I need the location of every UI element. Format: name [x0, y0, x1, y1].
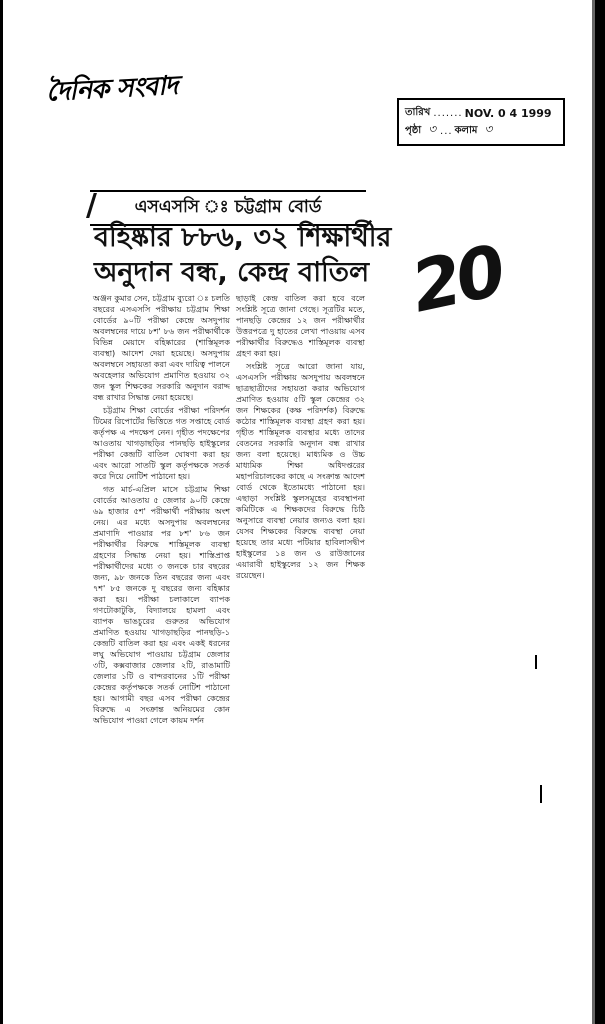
- date-stamp: [397, 98, 565, 146]
- stamp-dots: ...: [440, 125, 453, 137]
- scan-mark: [540, 785, 542, 803]
- handwritten-page-number: 20: [404, 229, 510, 329]
- stamp-page-label: পৃষ্ঠা: [405, 124, 422, 136]
- article-column-2: [236, 293, 365, 580]
- stamp-date-value: NOV. 0 4 1999: [464, 106, 552, 120]
- stamp-column-value: ৩: [484, 122, 493, 136]
- stamp-dots: .......: [433, 107, 463, 119]
- scan-mark: [535, 655, 537, 669]
- stamp-column-label: কলাম: [454, 124, 478, 136]
- stamp-date-label: তারিখ: [405, 106, 431, 118]
- stamp-page-row: [405, 122, 557, 140]
- article-paragraph: সংশ্লিষ্ট সূত্রে আরো জানা যায়, এসএসসি পরীক্ষায় অসদুপায় অবলম্বনে ছাত্রছাত্রীদের সহায়তা করার অভিযোগ প্রমাণিত হওয়ায় ৫টি স্কুল কেন্দ্রের ৩২ জন শিক্ষকের (কক্ষ পরিদর্শক) বিরুদ্ধে কঠোর শাস্তিমূলক ব্যবস্থা গ্রহণ করা হয়। গৃহীত শাস্তিমূলক ব্যবস্থার মধ্যে তাদের বেতনের সরকারি অনুদান বন্ধ রাখার জন্য বলা হয়েছে। মাধ্যমিক ও উচ্চ মাধ্যমিক শিক্ষা অধিদপ্তরের মহাপরিচালকের কাছে এ সংক্রান্ত আদেশ বোর্ড থেকে ইতোমধ্যে পাঠানো হয়। এছাড়া সংশ্লিষ্ট স্কুলসমূহের ব্যবস্থাপনা কমিটিকে এ শিক্ষকদের বিরুদ্ধে চিঠি অনুসারে ব্যবস্থা নেয়ার জন্যও বলা হয়। যেসব শিক্ষকের বিরুদ্ধে ব্যবস্থা নেয়া হয়েছে তার মধ্যে পটিয়ার হাবিলাসদ্বীপ হাইস্কুলের ১৪ জন ও রাউজানের এয়ারাবী হাইস্কুলের ১২ জন শিক্ষক রয়েছেন।: [236, 361, 365, 580]
- kicker-slash-mark: /: [86, 188, 97, 223]
- article-paragraph: ছাড়াই কেন্দ্র বাতিল করা হবে বলে সংশ্লিষ্ট সূত্রে জানা গেছে। সূত্রটির মতে, পানছড়ি কেন্দ্রের ১২ জন পরীক্ষার্থীর উত্তরপত্রে দু হাতের লেখা পাওয়ায় এসব পরীক্ষার্থীর বিরুদ্ধেও শাস্তিমূলক ব্যবস্থা গ্রহণ করা হয়।: [236, 293, 365, 358]
- headline-line-2: অনুদান বন্ধ, কেন্দ্র বাতিল: [94, 257, 370, 288]
- kicker-text: এসএসসি ঃ চট্টগ্রাম বোর্ড: [134, 197, 322, 217]
- scan-left-edge: [0, 0, 3, 1024]
- article-paragraph: গত মার্চ-এপ্রিল মাসে চট্টগ্রাম শিক্ষা বোর্ডের আওতায় ৫ জেলার ৯০টি কেন্দ্রে ৬৯ হাজার ৫শ' পরীক্ষার্থী পরীক্ষায় অংশ নেয়। এর মধ্যে অসদুপায় অবলম্বনের প্রমাণাদি পাওয়ার পর ৮শ' ৮৬ জন পরীক্ষার্থীর বিরুদ্ধে শাস্তিমূলক ব্যবস্থা গ্রহণের সিদ্ধান্ত নেয়া হয়। শাস্তিপ্রাপ্ত পরীক্ষার্থীদের মধ্যে ৩ জনকে চার বছরের জন্য, ৯৮ জনকে তিন বছরের জন্য এবং ৭শ' ৮৫ জনকে দু বছরের জন্য বহিষ্কার করা হয়। পরীক্ষা চলাকালে ব্যাপক গণটোকাটুকি, বিদ্যালয়ে হামলা এবং ব্যাপক ভাঙচুরের গুরুতর অভিযোগ প্রমাণিত হওয়ায় খাগড়াছড়ির পানছড়ি-১ কেন্দ্রটি বাতিল করা হয় এবং একই ধরনের লঘু অভিযোগ পাওয়ায় চট্টগ্রাম জেলার ৩টি, কক্সবাজার জেলার ২টি, রাঙামাটি জেলার ১টি ও বান্দরবানের ১টি পরীক্ষা কেন্দ্রের কর্তৃপক্ষকে সতর্ক নোটিশ পাঠানো হয়। আগামী বছর এসব পরীক্ষা কেন্দ্রের বিরুদ্ধে এ সংক্রান্ত অনিয়মের কোন অভিযোগ পাওয়া গেলে কায়ম দর্শন: [93, 484, 230, 725]
- headline-line-1: বহিষ্কার ৮৮৬, ৩২ শিক্ষার্থীর: [94, 222, 392, 253]
- article-column-1: [93, 293, 230, 738]
- stamp-page-value: ৩: [428, 122, 437, 136]
- newspaper-masthead: দৈনিক সংবাদ: [45, 70, 179, 108]
- stamp-date-row: [405, 104, 557, 122]
- article-paragraph: অঞ্জন কুমার সেন, চট্টগ্রাম ব্যুরো ঃ চলতি বছরের এসএসসি পরীক্ষায় চট্টগ্রাম শিক্ষা বোর্ডের ৯০টি পরীক্ষা কেন্দ্রে অসদুপায় অবলম্বনের দায়ে ৮শ' ৮৬ জন পরীক্ষার্থীকে বিভিন্ন মেয়াদে বহিষ্কারের (শাস্তিমূলক ব্যবস্থা) আদেশ দেয়া হয়েছে। অসদুপায় অবলম্বনে সহায়তা করা এবং দায়িত্ব পালনে অবহেলার অভিযোগ প্রমাণিত হওয়ায় ৩২ জন স্কুল শিক্ষকের সরকারি অনুদান বরাদ্দ বন্ধ রাখার সিদ্ধান্ত নেয়া হয়েছে।: [93, 293, 230, 402]
- article-paragraph: চট্টগ্রাম শিক্ষা বোর্ডের পরীক্ষা পরিদর্শন টিমের রিপোর্টের ভিত্তিতে গত সপ্তাহে বোর্ড কর্তৃপক্ষ এ পদক্ষেপ নেন। গৃহীত পদক্ষেপের আওতায় খাগড়াছড়ির পানছড়ি হাইস্কুলের পরীক্ষা কেন্দ্রটি বাতিল ঘোষণা করা হয় এবং আরো সাতটি স্কুল কর্তৃপক্ষকে সতর্ক করে দিয়ে নোটিশ পাঠানো হয়।: [93, 405, 230, 481]
- scan-right-edge: [595, 0, 605, 1024]
